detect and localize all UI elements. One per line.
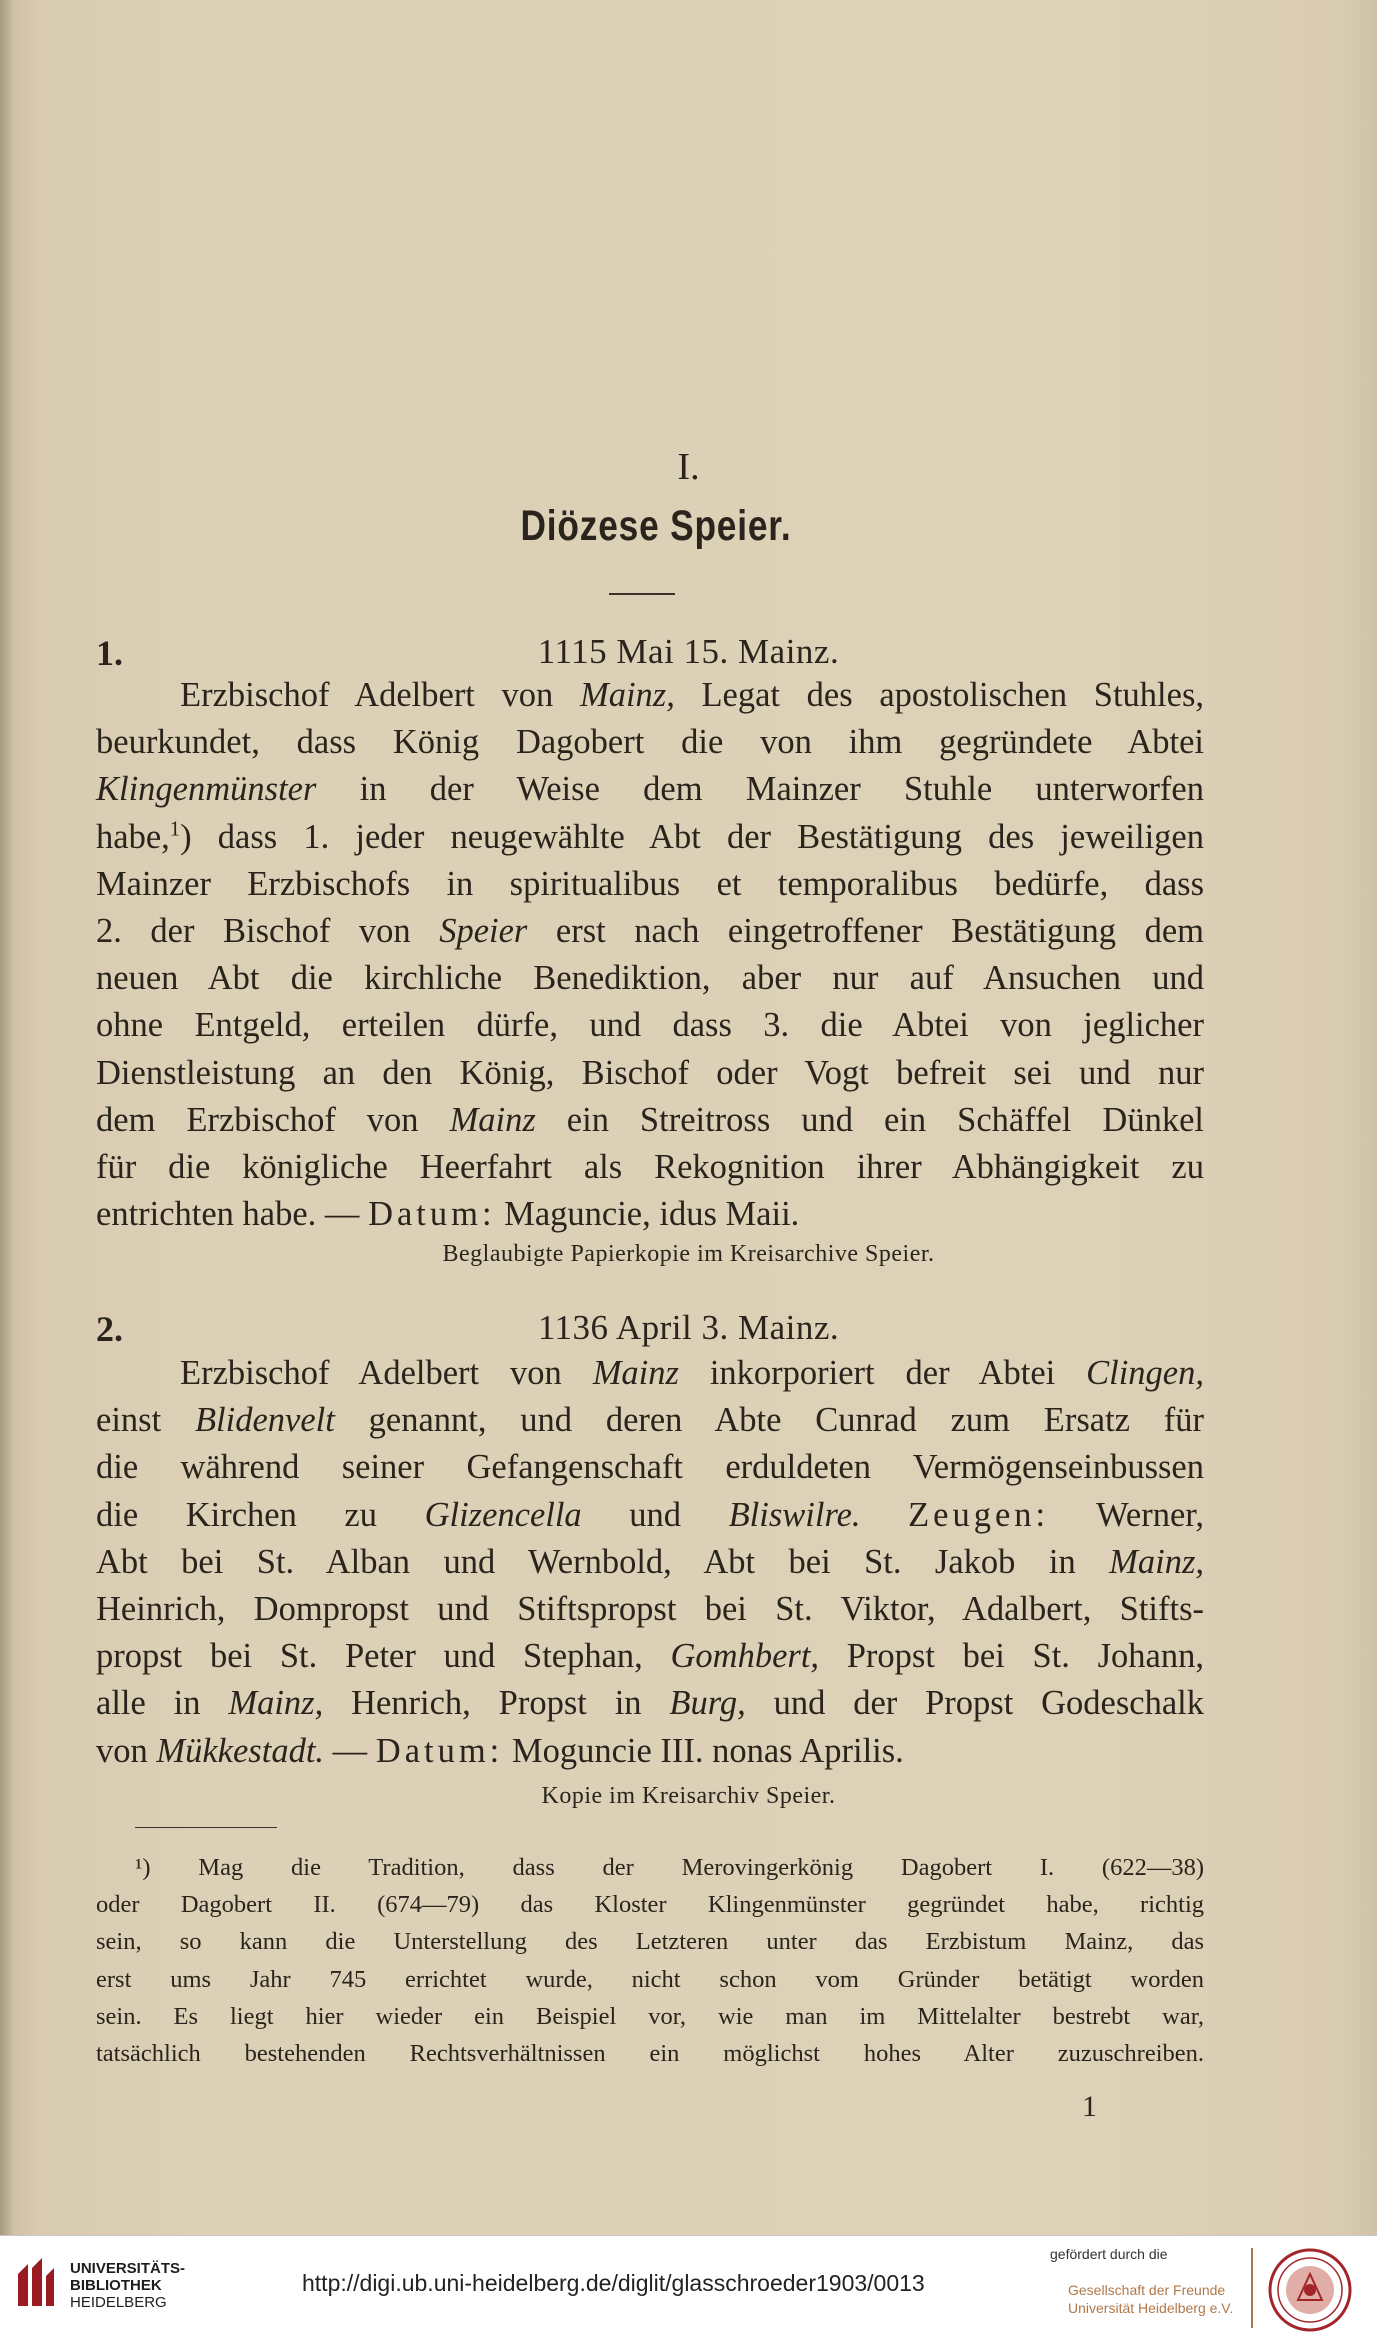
entry-2-line: die Kirchen zu Glizencella und Bliswilre. Zeugen: Werner, — [96, 1495, 1205, 1534]
entry-2-line: Heinrich, Dompropst und Stiftspropst bei St. Viktor, Adalbert, Stifts- — [96, 1590, 1204, 1628]
viewer-footer — [0, 2235, 1377, 2338]
sponsor-name-line: Universität Heidelberg e.V. — [1068, 2300, 1234, 2316]
sponsor-name — [1068, 2281, 1233, 2317]
entry-2-line: propst bei St. Peter und Stephan, Gomhbert, Propst bei St. Johann, — [96, 1637, 1204, 1676]
entry-2-line: Erzbischof Adelbert von Mainz inkorporiert der Abtei Clingen, — [180, 1354, 1204, 1392]
permalink-url[interactable]: http://digi.ub.uni-heidelberg.de/diglit/glasschroeder1903/0013 — [302, 2270, 925, 2296]
footnote-line: sein, so kann die Unterstellung des Letzteren unter das Erzbistum Mainz, das — [96, 1928, 1204, 1956]
entry-1-line: Erzbischof Adelbert von Mainz, Legat des apostolischen Stuhles, — [180, 676, 1204, 714]
footnote-line: tatsächlich bestehenden Rechtsverhältnissen ein möglichst hohes Alter zuzuschreiben. — [96, 2040, 1204, 2067]
entry-2-line: Abt bei St. Alban und Wernbold, Abt bei St. Jakob in Mainz, — [96, 1542, 1204, 1581]
entry-2-date: 1136 April 3. Mainz. — [537, 1308, 840, 1347]
entry-1-line: Mainzer Erzbischofs in spiritualibus et temporalibus bedürfe, dass — [96, 864, 1204, 903]
section-number: I. — [677, 446, 700, 488]
university-seal-icon — [1268, 2248, 1352, 2332]
entry-1-line: neuen Abt die kirchliche Benediktion, aber nur auf Ansuchen und — [96, 959, 1204, 998]
entry-1-line: beurkundet, dass König Dagobert die von ihm gegründete Abtei — [96, 723, 1204, 762]
page-edge-shadow — [0, 0, 14, 2235]
entry-1-line: Klingenmünster in der Weise dem Mainzer Stuhle unterworfen — [96, 770, 1204, 809]
library-name — [70, 2260, 185, 2311]
entry-1-source: Beglaubigte Papierkopie im Kreisarchive Speier. — [442, 1241, 935, 1267]
entry-1-line: habe,$^1$) dass 1. jeder neugewählte Abt der Bestätigung des jeweiligen — [96, 817, 1204, 856]
entry-1-line: ohne Entgeld, erteilen dürfe, und dass 3. die Abtei von jeglicher — [96, 1006, 1204, 1045]
entry-2-line: alle in Mainz, Henrich, Propst in Burg, und der Propst Godeschalk — [96, 1684, 1205, 1723]
footnote-line: erst ums Jahr 745 errichtet wurde, nicht schon vom Gründer betätigt worden — [96, 1965, 1204, 1993]
entry-1-line: Dienstleistung an den König, Bischof oder Vogt befreit sei und nur — [96, 1053, 1204, 1092]
footnote-line: ¹) Mag die Tradition, dass der Merovingerkönig Dagobert I. (622—38) — [135, 1854, 1204, 1881]
entry-1-line: 2. der Bischof von Speier erst nach eingetroffener Bestätigung dem — [96, 912, 1204, 950]
entry-2-line: einst Blidenvelt genannt, und deren Abte Cunrad zum Ersatz für — [96, 1401, 1204, 1440]
footnote-rule — [135, 1827, 277, 1828]
footnote-line: sein. Es liegt hier wieder ein Beispiel vor, wie man im Mittelalter bestrebt war, — [96, 2002, 1204, 2030]
entry-1-line: entrichten habe. — Datum: Maguncie, idus Maii. — [96, 1195, 800, 1234]
sponsor-name-line: Gesellschaft der Freunde — [1068, 2282, 1226, 2298]
footer-divider — [1251, 2248, 1253, 2328]
entry-1-number: 1. — [96, 633, 123, 673]
entry-2-number: 2. — [96, 1309, 123, 1349]
footnote-line: oder Dagobert II. (674—79) das Kloster Klingenmünster gegründet habe, richtig — [96, 1891, 1204, 1919]
entry-2-line: von Mükkestadt. — Datum: Moguncie III. nonas Aprilis. — [96, 1731, 904, 1770]
library-name-line: BIBLIOTHEK — [70, 2277, 162, 2294]
page-number: 1 — [1082, 2090, 1097, 2123]
entry-2-line: die während seiner Gefangenschaft erduldeten Vermögenseinbussen — [96, 1448, 1204, 1487]
library-name-line: UNIVERSITÄTS- — [70, 2260, 186, 2277]
entry-1-line: für die königliche Heerfahrt als Rekognition ihrer Abhängigkeit zu — [96, 1148, 1204, 1186]
entry-1-line: dem Erzbischof von Mainz ein Streitross und ein Schäffel Dünkel — [96, 1100, 1204, 1139]
entry-1-date: 1115 Mai 15. Mainz. — [537, 632, 840, 671]
section-title: Diözese Speier. — [520, 502, 792, 550]
university-library-logo-icon — [14, 2254, 58, 2310]
title-rule — [609, 593, 675, 595]
sponsor-label: gefördert durch die — [1050, 2246, 1168, 2262]
entry-2-source: Kopie im Kreisarchiv Speier. — [541, 1783, 836, 1809]
library-name-line: HEIDELBERG — [70, 2294, 167, 2311]
